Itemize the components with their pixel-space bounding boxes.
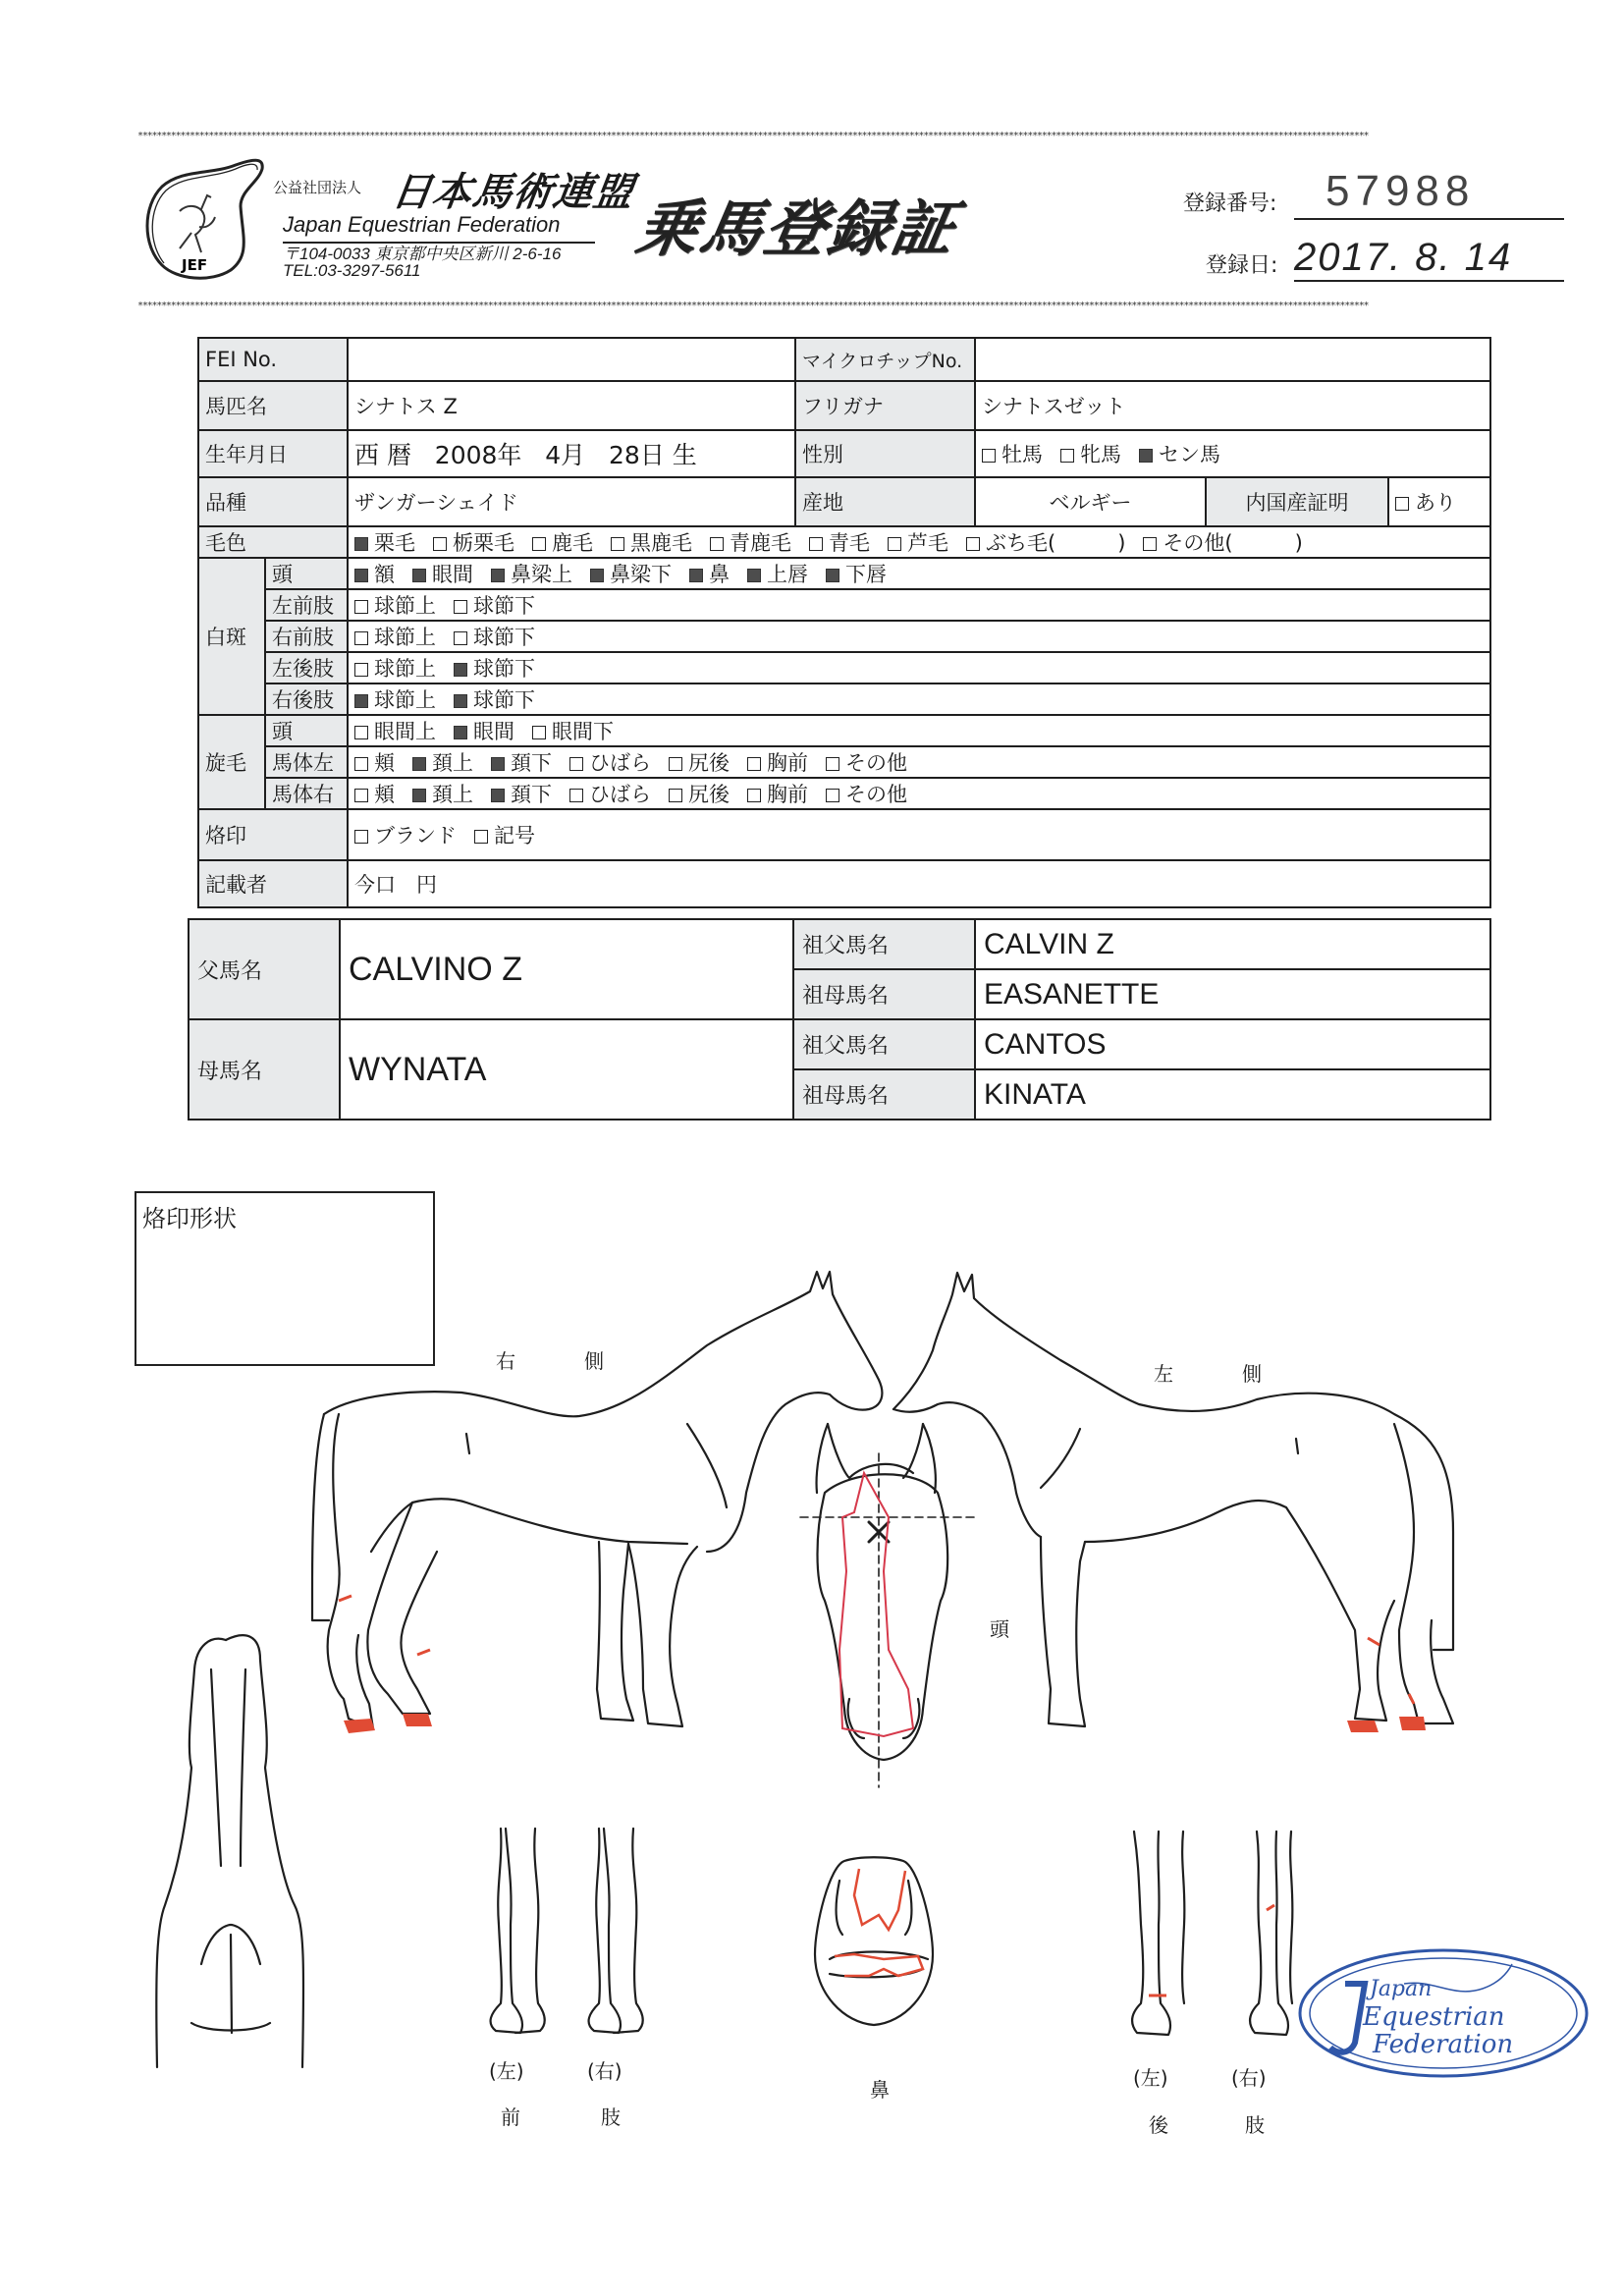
- horse-name-field[interactable]: シナトス Z: [348, 381, 795, 430]
- head-label: 頭: [990, 1617, 1009, 1641]
- checkbox-option[interactable]: [454, 716, 514, 745]
- sire-name[interactable]: CALVINO Z: [340, 919, 793, 1019]
- coat-options: [348, 526, 1490, 558]
- origin-label: 産地: [795, 477, 975, 526]
- checkbox-checked-icon[interactable]: [1139, 449, 1153, 463]
- checkbox-label: 鼻梁上: [511, 563, 572, 586]
- checkbox-checked-icon[interactable]: [354, 569, 368, 582]
- furigana-label: フリガナ: [795, 381, 975, 430]
- checkbox-icon[interactable]: [569, 789, 583, 802]
- checkbox-label: 胸前: [767, 751, 808, 775]
- checkbox-checked-icon[interactable]: [491, 789, 505, 802]
- checkbox-checked-icon[interactable]: [354, 694, 368, 708]
- checkbox-label: 球節下: [473, 594, 535, 618]
- bottom-star-border: ********************************************************************************************************************************************************************************************************************************************************************: [137, 301, 1369, 311]
- checkbox-option[interactable]: [966, 527, 1125, 557]
- checkbox-label: 額: [374, 563, 395, 586]
- checkbox-icon[interactable]: [354, 830, 368, 844]
- checkbox-label: その他: [845, 783, 907, 806]
- domestic-cert-label: 内国産証明: [1206, 477, 1388, 526]
- domestic-cert-option[interactable]: あり: [1388, 477, 1490, 526]
- dam-grandsire-label: 祖父馬名: [793, 1019, 975, 1069]
- checkbox-checked-icon[interactable]: [412, 569, 426, 582]
- checkbox-label: ぶち毛( ): [986, 531, 1126, 555]
- checkbox-checked-icon[interactable]: [412, 757, 426, 771]
- furigana-field[interactable]: シナトスゼット: [975, 381, 1490, 430]
- checkbox-option[interactable]: [747, 747, 808, 777]
- checkbox-icon[interactable]: [354, 757, 368, 771]
- checkbox-label: 尻後: [688, 751, 730, 775]
- checkbox-option[interactable]: [354, 779, 395, 808]
- fei-no-label: FEI No.: [198, 338, 348, 381]
- checkbox-option[interactable]: [809, 527, 870, 557]
- front-legs-icon: [491, 1829, 643, 2033]
- checkbox-option[interactable]: [454, 590, 535, 620]
- checkbox-icon[interactable]: [888, 537, 901, 551]
- checkbox-label: 球節上: [374, 688, 436, 712]
- checkbox-label: セン馬: [1159, 443, 1220, 466]
- checkbox-label: 頚下: [511, 751, 552, 775]
- checkbox-icon[interactable]: [354, 663, 368, 677]
- checkbox-option[interactable]: [532, 716, 614, 745]
- birth-label: 生年月日: [198, 430, 348, 477]
- checkbox-option[interactable]: [412, 559, 473, 588]
- white-markings-overlay: [339, 1473, 1414, 1995]
- checkbox-label: 眼間上: [374, 720, 436, 743]
- dam-name[interactable]: WYNATA: [340, 1019, 793, 1120]
- checkbox-option[interactable]: [491, 747, 552, 777]
- checkbox-icon[interactable]: [966, 537, 980, 551]
- checkbox-label: 鼻梁下: [610, 563, 672, 586]
- jef-logo-icon: [142, 157, 270, 280]
- checkbox-option[interactable]: [412, 747, 473, 777]
- horse-nose-icon: [815, 1857, 933, 2025]
- checkbox-label: 上唇: [767, 563, 808, 586]
- checkbox-icon[interactable]: [826, 757, 839, 771]
- checkbox-icon[interactable]: [532, 537, 546, 551]
- checkbox-icon[interactable]: [433, 537, 447, 551]
- checkbox-icon[interactable]: [354, 600, 368, 614]
- hind-legs-icon: [1132, 1831, 1292, 2035]
- left-side-label-2: 側: [1242, 1362, 1262, 1386]
- white-marks-label: 白斑: [198, 558, 265, 715]
- hind-caption-2: 肢: [1245, 2113, 1265, 2137]
- left-side-horse-icon: [893, 1273, 1453, 1726]
- reg-no-label: 登録番号:: [1183, 191, 1277, 216]
- svg-text:JEF: JEF: [182, 256, 208, 274]
- checkbox-label: ひばら: [589, 783, 651, 806]
- checkbox-label: ブランド: [374, 824, 457, 847]
- birth-date-field[interactable]: 西 暦 2008年 4月 28日 生: [348, 430, 795, 477]
- whorl-part: 頭: [265, 715, 348, 746]
- reg-date-label: 登録日:: [1206, 253, 1278, 278]
- checkbox-icon[interactable]: [1060, 449, 1074, 463]
- checkbox-option[interactable]: [491, 559, 572, 588]
- whorl-part: 馬体左: [265, 746, 348, 778]
- svg-text:Federation: Federation: [1373, 2030, 1514, 2059]
- checkbox-option[interactable]: [532, 527, 593, 557]
- checkbox-label: 芦毛: [907, 531, 948, 555]
- whorls-label: 旋毛: [198, 715, 265, 809]
- checkbox-checked-icon[interactable]: [747, 569, 761, 582]
- sire-label: 父馬名: [189, 919, 340, 1019]
- checkbox-option[interactable]: [590, 559, 672, 588]
- right-side-label-1: 右: [496, 1349, 515, 1373]
- document-title: 乗馬登録証: [630, 192, 963, 264]
- white-mark-options: [348, 652, 1490, 683]
- dam-granddam-label: 祖母馬名: [793, 1069, 975, 1120]
- whorl-options: [348, 746, 1490, 778]
- checkbox-checked-icon[interactable]: [689, 569, 703, 582]
- microchip-field[interactable]: [975, 338, 1490, 381]
- fei-no-field[interactable]: [348, 338, 795, 381]
- checkbox-option[interactable]: [491, 779, 552, 808]
- checkbox-option[interactable]: [354, 747, 395, 777]
- reg-no-value: 57988: [1325, 167, 1476, 215]
- checkbox-icon[interactable]: [532, 726, 546, 739]
- checkbox-label: 記号: [494, 824, 535, 847]
- checkbox-icon[interactable]: [354, 631, 368, 645]
- checkbox-label: 栃栗毛: [453, 531, 514, 555]
- white-mark-options: [348, 621, 1490, 652]
- checkbox-icon[interactable]: [826, 789, 839, 802]
- checkbox-checked-icon[interactable]: [454, 726, 467, 739]
- checkbox-icon[interactable]: [809, 537, 823, 551]
- nose-label: 鼻: [870, 2078, 890, 2102]
- left-side-label-1: 左: [1154, 1362, 1173, 1386]
- checkbox-option[interactable]: [1139, 439, 1220, 468]
- front-right-label: (右): [587, 2059, 622, 2083]
- checkbox-icon[interactable]: [710, 537, 724, 551]
- sex-options: [975, 430, 1490, 477]
- brand-shape-label: 烙印形状: [142, 1205, 237, 1232]
- org-divider: [283, 242, 595, 244]
- reg-no-underline: [1294, 218, 1564, 220]
- checkbox-checked-icon[interactable]: [354, 537, 368, 551]
- checkbox-option[interactable]: [354, 716, 436, 745]
- white-mark-options: [348, 683, 1490, 715]
- checkbox-option[interactable]: [354, 527, 415, 557]
- hind-left-label: (左): [1133, 2066, 1168, 2090]
- hind-right-label: (右): [1231, 2066, 1267, 2090]
- recorder-label: 記載者: [198, 860, 348, 907]
- checkbox-label: 球節下: [473, 626, 535, 649]
- checkbox-option[interactable]: [569, 747, 651, 777]
- checkbox-label: 眼間: [473, 720, 514, 743]
- checkbox-icon[interactable]: [354, 726, 368, 739]
- checkbox-option[interactable]: [354, 684, 436, 714]
- checkbox-label: 鹿毛: [552, 531, 593, 555]
- checkbox-option[interactable]: [826, 559, 887, 588]
- dam-granddam-name[interactable]: KINATA: [975, 1069, 1490, 1120]
- checkbox-option[interactable]: [826, 747, 907, 777]
- checkbox-icon[interactable]: [1395, 497, 1409, 511]
- checkbox-checked-icon[interactable]: [491, 757, 505, 771]
- white-mark-part: 右前肢: [265, 621, 348, 652]
- checkbox-label: 球節下: [473, 657, 535, 681]
- checkbox-option[interactable]: [412, 779, 473, 808]
- white-mark-part: 右後肢: [265, 683, 348, 715]
- origin-field[interactable]: ベルギー: [975, 477, 1206, 526]
- checkbox-label: 栗毛: [374, 531, 415, 555]
- checkbox-label: その他( ): [1163, 531, 1303, 555]
- whorl-part: 馬体右: [265, 778, 348, 809]
- sire-grandsire-name[interactable]: CALVIN Z: [975, 919, 1490, 969]
- checkbox-checked-icon[interactable]: [826, 569, 839, 582]
- white-mark-options: [348, 589, 1490, 621]
- checkbox-option[interactable]: [747, 779, 808, 808]
- microchip-label: マイクロチップNo.: [795, 338, 975, 381]
- sex-label: 性別: [795, 430, 975, 477]
- checkbox-icon[interactable]: [669, 789, 682, 802]
- whorl-options: [348, 778, 1490, 809]
- checkbox-icon[interactable]: [354, 789, 368, 802]
- checkbox-label: 下唇: [845, 563, 887, 586]
- whorl-options: [348, 715, 1490, 746]
- right-side-label-2: 側: [584, 1349, 604, 1373]
- checkbox-option[interactable]: [433, 527, 514, 557]
- checkbox-icon[interactable]: [669, 757, 682, 771]
- sire-grandsire-label: 祖父馬名: [793, 919, 975, 969]
- checkbox-icon[interactable]: [454, 600, 467, 614]
- checkbox-label: 青毛: [829, 531, 870, 555]
- checkbox-label: 尻後: [688, 783, 730, 806]
- hoof-markings-overlay: [344, 1714, 1426, 1733]
- checkbox-label: 青鹿毛: [730, 531, 791, 555]
- checkbox-checked-icon[interactable]: [454, 694, 467, 708]
- checkbox-label: 球節下: [473, 688, 535, 712]
- right-side-horse-icon: [312, 1272, 882, 1728]
- checkbox-option[interactable]: [354, 622, 436, 651]
- checkbox-label: 球節上: [374, 657, 436, 681]
- federation-stamp-icon: [1296, 1944, 1591, 2082]
- checkbox-label: 頬: [374, 783, 395, 806]
- checkbox-option[interactable]: [354, 653, 436, 683]
- breed-field[interactable]: ザンガーシェイド: [348, 477, 795, 526]
- checkbox-option[interactable]: [454, 653, 535, 683]
- checkbox-option[interactable]: [354, 590, 436, 620]
- front-caption-1: 前: [501, 2105, 520, 2129]
- org-name-en: Japan Equestrian Federation: [283, 212, 561, 237]
- checkbox-option[interactable]: [826, 779, 907, 808]
- checkbox-icon[interactable]: [1143, 537, 1157, 551]
- reg-date-value: 2017. 8. 14: [1294, 236, 1513, 279]
- checkbox-checked-icon[interactable]: [491, 569, 505, 582]
- checkbox-icon[interactable]: [569, 757, 583, 771]
- checkbox-icon[interactable]: [611, 537, 624, 551]
- checkbox-option[interactable]: [1143, 527, 1302, 557]
- checkbox-option[interactable]: [669, 779, 730, 808]
- horse-top-view-icon: [156, 1635, 303, 2067]
- horse-name-label: 馬匹名: [198, 381, 348, 430]
- checkbox-icon[interactable]: [474, 830, 488, 844]
- checkbox-label: 頚上: [432, 751, 473, 775]
- checkbox-icon[interactable]: [454, 631, 467, 645]
- recorder-field[interactable]: 今口 円: [348, 860, 1490, 907]
- checkbox-option[interactable]: [747, 559, 808, 588]
- top-star-border: ********************************************************************************************************************************************************************************************************************************************************************: [137, 131, 1369, 141]
- svg-text:Equestrian: Equestrian: [1363, 2002, 1505, 2032]
- checkbox-icon[interactable]: [982, 449, 996, 463]
- front-caption-2: 肢: [601, 2105, 621, 2129]
- hind-caption-1: 後: [1149, 2113, 1168, 2137]
- checkbox-label: 眼間下: [552, 720, 614, 743]
- dam-grandsire-name[interactable]: CANTOS: [975, 1019, 1490, 1069]
- checkbox-option[interactable]: [354, 820, 457, 849]
- checkbox-label: ひばら: [589, 751, 651, 775]
- checkbox-option[interactable]: [888, 527, 948, 557]
- org-prefix: 公益社団法人: [273, 179, 362, 196]
- horse-head-front-icon: [800, 1424, 977, 1787]
- checkbox-label: 球節上: [374, 626, 436, 649]
- checkbox-icon[interactable]: [747, 757, 761, 771]
- checkbox-label: 胸前: [767, 783, 808, 806]
- checkbox-label: 牝馬: [1080, 443, 1121, 466]
- checkbox-option[interactable]: [611, 527, 692, 557]
- org-address: 〒104-0033 東京都中央区新川 2-6-16 TEL:03-3297-5611: [283, 245, 562, 280]
- pedigree-table: [188, 918, 1491, 1121]
- checkbox-label: 眼間: [432, 563, 473, 586]
- checkbox-option[interactable]: [454, 684, 535, 714]
- checkbox-label: 頚下: [511, 783, 552, 806]
- checkbox-option[interactable]: [710, 527, 791, 557]
- checkbox-checked-icon[interactable]: [590, 569, 604, 582]
- checkbox-option[interactable]: [689, 559, 730, 588]
- coat-label: 毛色: [198, 526, 348, 558]
- checkbox-option[interactable]: [982, 439, 1043, 468]
- checkbox-option[interactable]: [1060, 439, 1121, 468]
- checkbox-label: 球節上: [374, 594, 436, 618]
- checkbox-option[interactable]: [569, 779, 651, 808]
- brand-options: [348, 809, 1490, 860]
- checkbox-label: その他: [845, 751, 907, 775]
- checkbox-option[interactable]: [474, 820, 535, 849]
- sire-granddam-label: 祖母馬名: [793, 969, 975, 1019]
- checkbox-label: 牡馬: [1001, 443, 1043, 466]
- checkbox-checked-icon[interactable]: [454, 663, 467, 677]
- sire-granddam-name[interactable]: EASANETTE: [975, 969, 1490, 1019]
- svg-text:Japan: Japan: [1370, 1977, 1433, 2001]
- reg-date-underline: [1294, 280, 1564, 282]
- dam-label: 母馬名: [189, 1019, 340, 1120]
- checkbox-icon[interactable]: [747, 789, 761, 802]
- white-mark-part: 頭: [265, 558, 348, 589]
- checkbox-option[interactable]: [454, 622, 535, 651]
- white-mark-part: 左前肢: [265, 589, 348, 621]
- front-left-label: (左): [489, 2059, 524, 2083]
- breed-label: 品種: [198, 477, 348, 526]
- org-name-ja: 日本馬術連盟: [389, 170, 637, 215]
- checkbox-option[interactable]: [354, 559, 395, 588]
- white-mark-part: 左後肢: [265, 652, 348, 683]
- checkbox-label: 鼻: [709, 563, 730, 586]
- brand-label: 烙印: [198, 809, 348, 860]
- checkbox-checked-icon[interactable]: [412, 789, 426, 802]
- checkbox-label: 頚上: [432, 783, 473, 806]
- registration-table: [197, 337, 1491, 908]
- checkbox-option[interactable]: [669, 747, 730, 777]
- white-mark-options: [348, 558, 1490, 589]
- checkbox-label: 頬: [374, 751, 395, 775]
- checkbox-label: 黒鹿毛: [630, 531, 692, 555]
